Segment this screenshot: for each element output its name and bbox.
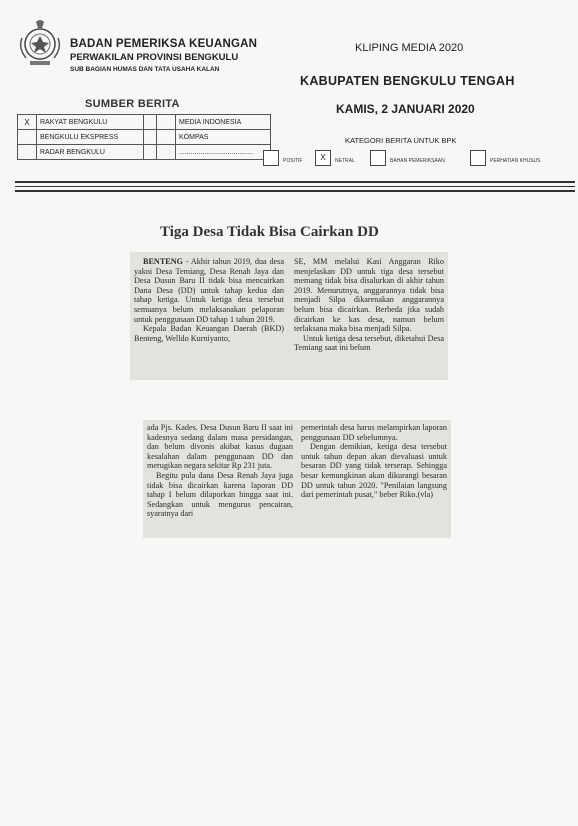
article-headline: Tiga Desa Tidak Bisa Cairkan DD — [160, 224, 379, 240]
article-lead: BENTENG — [143, 257, 184, 266]
article-text: Untuk ketiga desa tersebut, diketahui Desa Temiang saat ini belum — [294, 333, 444, 353]
table-row — [18, 145, 271, 160]
article-column-3 — [147, 423, 293, 519]
source-mark — [18, 130, 37, 145]
source-name: RAKYAT BENGKULU — [37, 115, 144, 130]
org-branch: PERWAKILAN PROVINSI BENGKULU — [70, 52, 239, 63]
perhatian-khusus-checkbox[interactable] — [470, 150, 486, 166]
article-column-2 — [294, 257, 444, 353]
article-clip-top — [130, 252, 448, 380]
source-mark — [18, 145, 37, 160]
region-title: KABUPATEN BENGKULU TENGAH — [300, 74, 515, 88]
article-text: Kepala Badan Keuangan Daerah (BKD) Benteng, Welldo Kurniyanto, — [134, 324, 284, 343]
article-text: pemerintah desa harus melampirkan laporan penggunaan DD sebelumnya. — [301, 423, 447, 442]
source-name: MEDIA INDONESIA — [176, 115, 271, 130]
article-column-1 — [134, 257, 284, 343]
source-name: BENGKULU EKSPRESS — [37, 130, 144, 145]
article-text: ada Pjs. Kades. Desa Dusun Baru II saat ini kadesnya sedang dalam masa persidangan, dan belum divonis akibat kasus dugaan kesalahan dalam penggunaan DD dan merugikan negara sekitar Rp 231 juta. — [147, 423, 293, 471]
sumber-berita-table — [17, 114, 271, 160]
source-name: RADAR BENGKULU — [37, 145, 144, 160]
positif-checkbox[interactable] — [263, 150, 279, 166]
bahan-pemeriksaan-checkbox[interactable] — [370, 150, 386, 166]
clipping-date: KAMIS, 2 JANUARI 2020 — [336, 102, 475, 116]
article-clip-bottom — [143, 420, 451, 538]
divider — [15, 186, 575, 187]
org-subdivision: SUB BAGIAN HUMAS DAN TATA USAHA KALAN — [70, 66, 220, 73]
article-column-4 — [301, 423, 447, 500]
bpk-logo — [16, 18, 64, 70]
divider — [15, 190, 575, 192]
netral-checkbox[interactable]: X — [315, 150, 331, 166]
perhatian-khusus-label: PERHATIAN KHUSUS — [490, 158, 541, 164]
positif-label: POSITIF — [283, 158, 303, 164]
source-name: KOMPAS — [176, 130, 271, 145]
kategori-title: KATEGORI BERITA UNTUK BPK — [345, 136, 457, 145]
article-text: Dengan demikian, ketiga desa tersebut untuk tahun depan akan dievaluasi untuk besaran DD yang tidak terserap. Sehingga besar kemungkinan akan dikurangi besaran DD untuk tahun 2020. "Penilaian langsung dari pemerintah pusat," beber Riko.(vla) — [301, 442, 447, 500]
bahan-pemeriksaan-label: BAHAN PEMERIKSAAN — [390, 158, 445, 164]
table-row — [18, 115, 271, 130]
divider — [15, 181, 575, 183]
netral-label: NETRAL — [335, 158, 355, 164]
org-name: BADAN PEMERIKSA KEUANGAN — [70, 38, 258, 50]
table-row — [18, 130, 271, 145]
clipping-label: KLIPING MEDIA 2020 — [355, 42, 464, 54]
article-text: - Akhir tahun 2019, dua desa yakni Desa Temiang, Desa Renah Jaya dan Desa Dusun Baru II tidak bisa mencairkan Dana Desa (DD) untuk tahap kedua dan tahap ketiga. Untuk ketiga desa tersebut semuanya belum melaksanakan pelaporan untuk penggunaan DD tahap 1 tahun 2019. — [134, 257, 284, 324]
source-mark: X — [18, 115, 37, 130]
source-name: ...................................... — [176, 145, 271, 160]
article-text: SE, MM melalui Kasi Anggaran Riko menjelaskan DD untuk tiga desa tersebut memang tidak bisa disalurkan di akhir tahun 2019. Menurutnya, anggarannya tidak bisa menjadi Silpa dikarenakan anggarannya belum bisa dicairkan. Berbeda jika sudah dicairkan ke kas desa, namun belum terlaksana maka bisa menjadi Silpa. — [294, 257, 444, 334]
sumber-berita-title: SUMBER BERITA — [85, 98, 180, 110]
article-text: Begitu pula dana Desa Renah Jaya juga tidak bisa dicairkan karena laporan DD tahap I belum dilaporkan hingga saat ini. Sedangkan untuk mengurus pencairan, syaratnya dari — [147, 470, 293, 519]
